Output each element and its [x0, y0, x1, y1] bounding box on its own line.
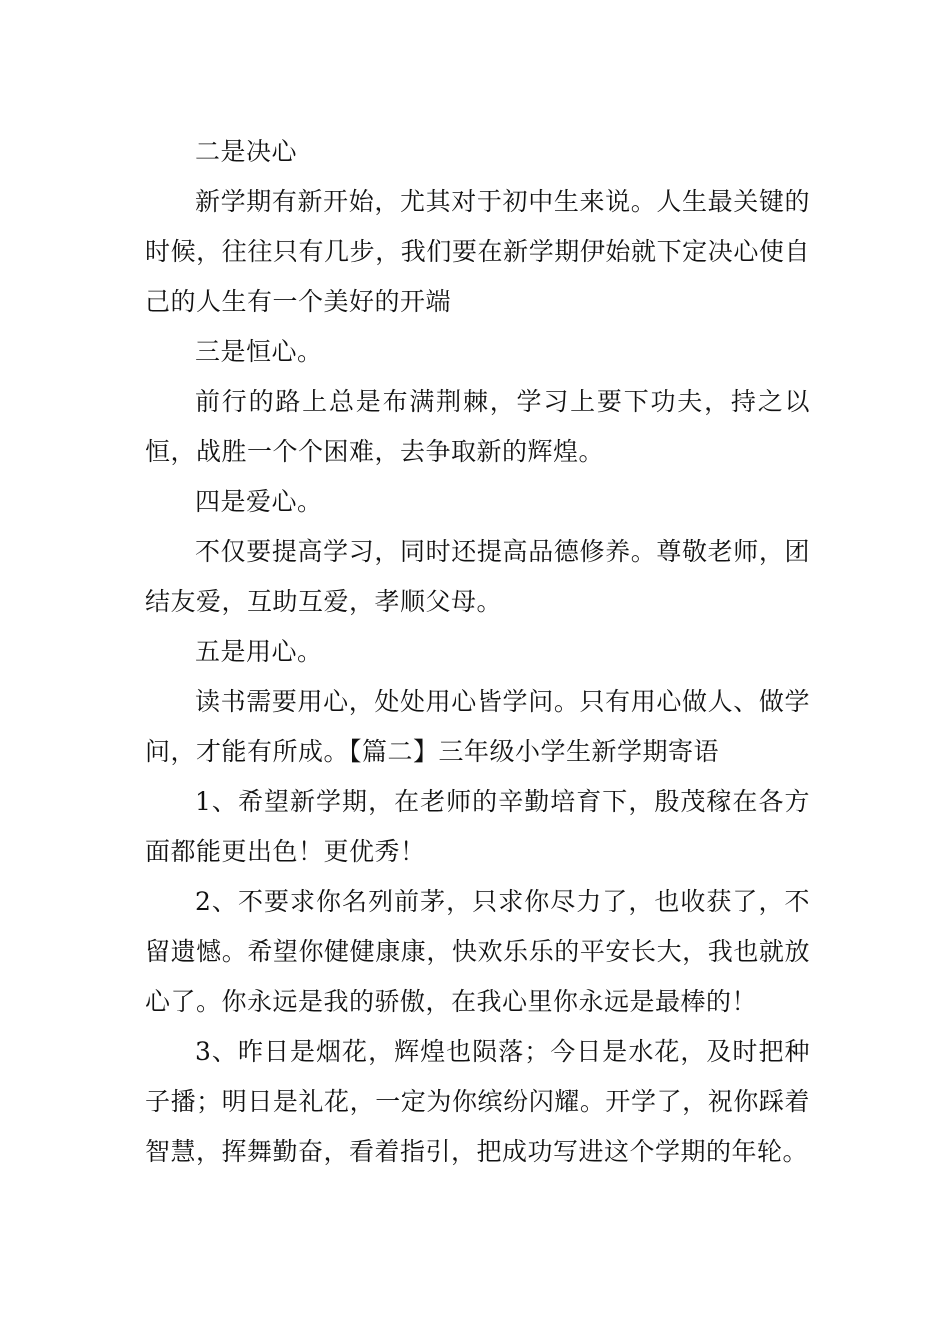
paragraph-attention-text: 读书需要用心，处处用心皆学问。只有用心做人、做学问，才能有所成。【篇二】三年级小学生新学期寄语 — [145, 687, 810, 766]
paragraph-wish-1: 1、希望新学期，在老师的辛勤培育下，殷茂稼在各方面都能更出色！更优秀！ — [145, 787, 810, 866]
paragraph-heading-perseverance: 三是恒心。 — [195, 337, 323, 366]
paragraph-heading-determination: 二是决心 — [195, 137, 298, 166]
paragraph-determination-text: 新学期有新开始，尤其对于初中生来说。人生最关键的时候，往往只有几步，我们要在新学期伊始就下定决心使自己的人生有一个美好的开端 — [145, 187, 810, 316]
paragraph-perseverance-text: 前行的路上总是布满荆棘，学习上要下功夫，持之以恒，战胜一个个困难，去争取新的辉煌。 — [145, 387, 810, 466]
paragraph-wish-3: 3、昨日是烟花，辉煌也陨落；今日是水花，及时把种子播；明日是礼花，一定为你缤纷闪耀。开学了，祝你踩着智慧，挥舞勤奋，看着指引，把成功写进这个学期的年轮。 — [145, 1037, 810, 1166]
paragraph-wish-2: 2、不要求你名列前茅，只求你尽力了，也收获了，不留遗憾。希望你健健康康，快欢乐乐的平安长大，我也就放心了。你永远是我的骄傲，在我心里你永远是最棒的！ — [145, 887, 810, 1016]
document-body — [145, 127, 810, 1177]
paragraph-love-text: 不仅要提高学习，同时还提高品德修养。尊敬老师，团结友爱，互助互爱，孝顺父母。 — [145, 537, 810, 616]
paragraph-heading-love: 四是爱心。 — [195, 487, 323, 516]
paragraph-heading-attention: 五是用心。 — [195, 637, 323, 666]
